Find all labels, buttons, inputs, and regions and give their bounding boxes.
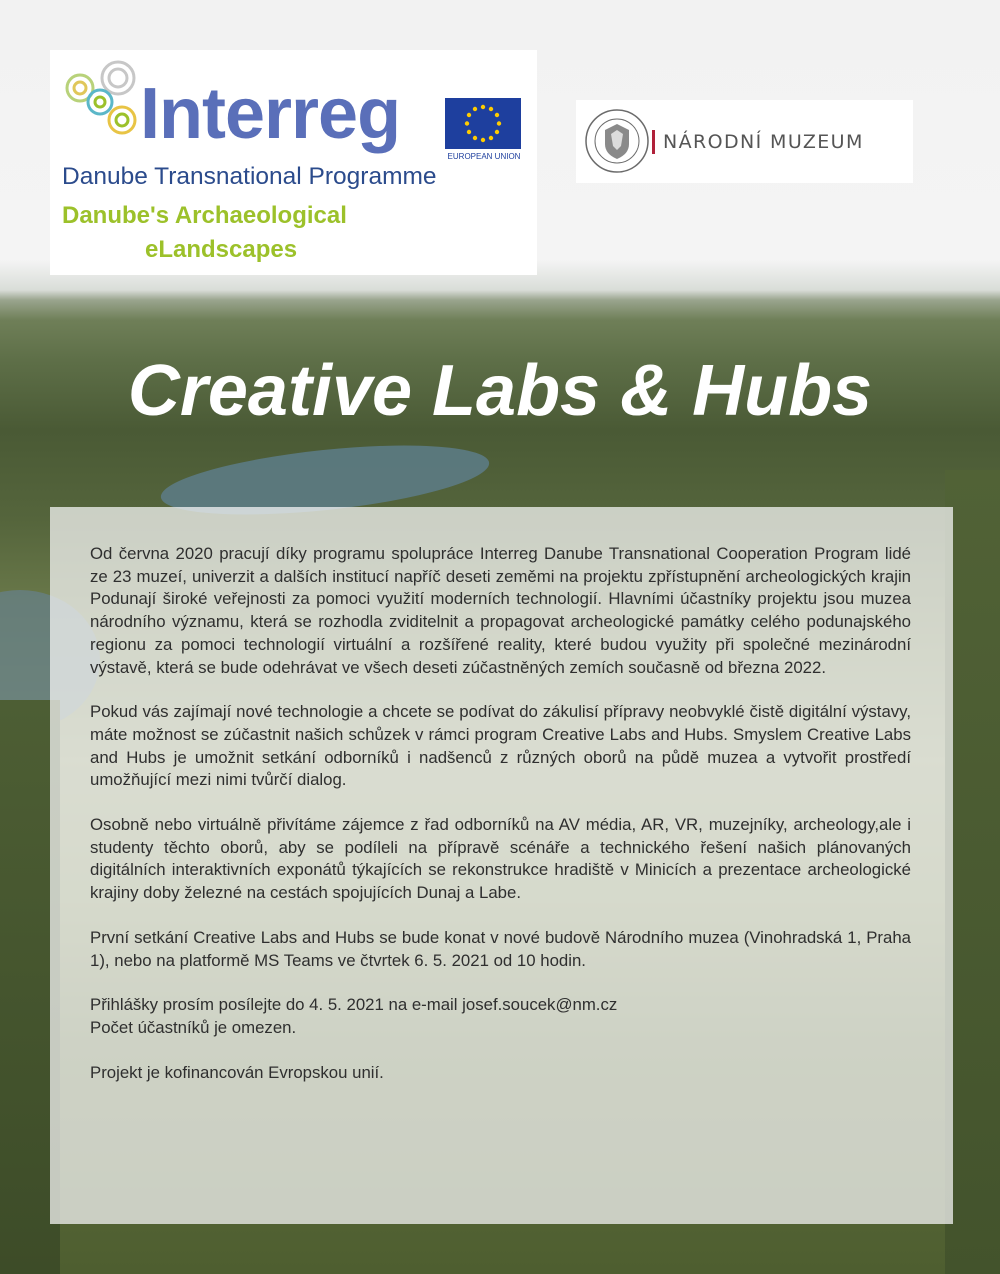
programme-name: Danube Transnational Programme <box>62 163 437 190</box>
museum-seal-icon <box>584 108 650 174</box>
paragraph-audience: Osobně nebo virtuálně přivítáme zájemce z řad odborníků na AV média, AR, VR, muzejníky, archeology,ale i studenty těchto oborů, aby se podíleli na přípravě scénáře a technického řešení našich plánovaných digitálních interaktivních exponátů týkajících se rekonstrukce hradiště v Minicích a prezentace archeologické krajiny doby železné na cestách spojujících Dunaj a Labe. <box>90 815 911 903</box>
interreg-logo-box <box>50 50 537 275</box>
museum-logo-box <box>576 100 913 183</box>
paragraph-invitation: Pokud vás zajímají nové technologie a chcete se podívat do zákulisí přípravy neobvyklé čistě digitální výstavy, máte možnost se zúčastnit našich schůzek v rámci program Creative Labs and Hubs. Smyslem Creative Labs and Hubs je umožnit setkání odborníků i nadšenců z různých oborů na půdě muzea a vytvořit prostředí umožňující mezi nimi tvůrčí dialog. <box>90 702 911 790</box>
interreg-wordmark: Interreg <box>140 74 401 154</box>
page-title: Creative Labs & Hubs <box>127 351 873 431</box>
project-name-line1: Danube's Archaeological <box>62 202 347 229</box>
museum-name: NÁRODNÍ MUZEUM <box>663 131 864 153</box>
eu-label: EUROPEAN UNION <box>447 152 521 161</box>
eu-flag-icon <box>445 98 521 149</box>
paragraph-first-meeting: První setkání Creative Labs and Hubs se bude konat v nové budově Národního muzea (Vinohradská 1, Praha 1), nebo na platformě MS Teams ve čtvrtek 6. 5. 2021 od 10 hodin. <box>90 927 911 970</box>
paragraph-cofinancing: Projekt je kofinancován Evropskou unií. <box>90 1062 384 1082</box>
museum-red-bar <box>652 130 655 154</box>
content-panel <box>50 507 953 1224</box>
project-name-line2: eLandscapes <box>145 236 298 263</box>
interreg-swirl-icon <box>62 58 138 138</box>
paragraph-registration <box>90 994 911 1039</box>
trees-right-shape <box>945 470 1000 1274</box>
capacity-line: Počet účastníků je omezen. <box>90 1017 297 1037</box>
registration-line: Přihlášky prosím posílejte do 4. 5. 2021 na e-mail josef.soucek@nm.cz <box>90 995 618 1015</box>
paragraph-intro: Od června 2020 pracují díky programu spolupráce Interreg Danube Transnational Cooperation Program lidé ze 23 muzeí, univerzit a dalších institucí napříč deseti zeměmi na projektu zpřístupnění archeologických krajin Podunají široké veřejnosti za pomoci využití moderních technologií. Hlavními účastníky projektu jsou muzea národního významu, která se rozhodla zviditelnit a propagovat archeologické památky celého podunajského regionu za pomoci technologií virtuální a rozšířené reality, které budou využity při společné mezinárodní výstavě, která se bude odehrávat ve všech deseti zúčastněných zemích současně od března 2022. <box>90 544 911 677</box>
